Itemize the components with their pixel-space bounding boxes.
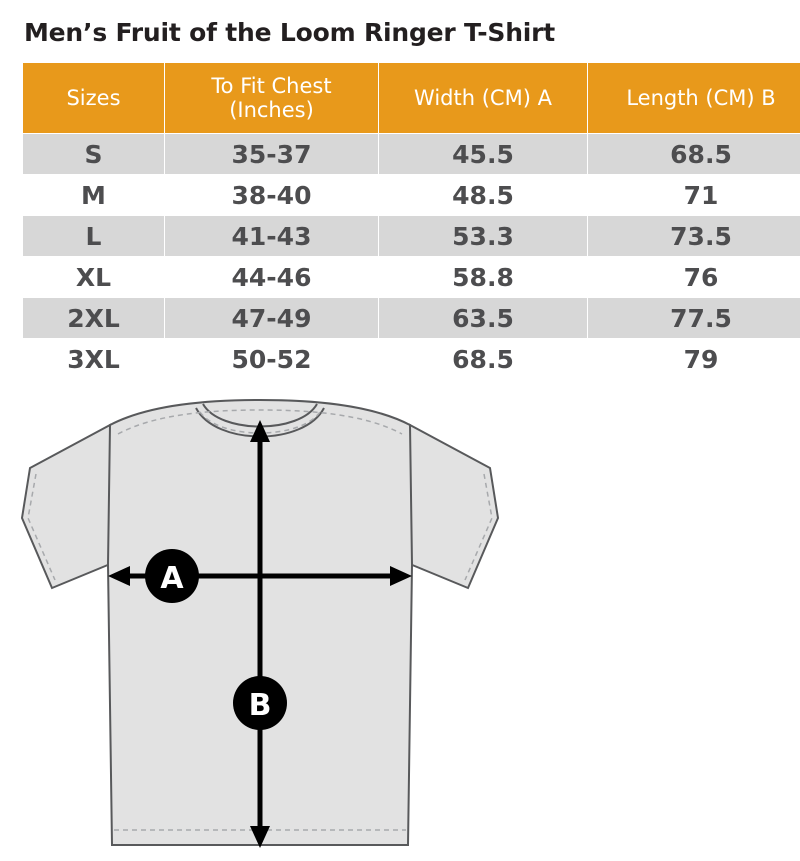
table-row xyxy=(23,339,800,380)
marker-a-label: A xyxy=(160,561,184,596)
cell-length: 77.5 xyxy=(588,298,800,339)
cell-length: 73.5 xyxy=(588,216,800,257)
table-row xyxy=(23,216,800,257)
cell-size: M xyxy=(23,175,165,216)
tshirt-diagram-svg xyxy=(0,390,800,857)
cell-chest: 47-49 xyxy=(165,298,379,339)
marker-b xyxy=(233,676,287,730)
cell-width: 48.5 xyxy=(379,175,588,216)
column-header-chest: To Fit Chest (Inches) xyxy=(165,63,379,134)
column-header-length: Length (CM) B xyxy=(588,63,800,134)
column-header-sizes: Sizes xyxy=(23,63,165,134)
cell-length: 68.5 xyxy=(588,134,800,175)
cell-chest: 44-46 xyxy=(165,257,379,298)
table-row xyxy=(23,257,800,298)
cell-chest: 35-37 xyxy=(165,134,379,175)
table-body xyxy=(23,134,800,380)
size-chart-table xyxy=(22,62,800,380)
cell-size: 2XL xyxy=(23,298,165,339)
cell-length: 71 xyxy=(588,175,800,216)
table-header xyxy=(23,63,800,134)
tshirt-measurement-diagram xyxy=(0,390,800,857)
cell-length: 79 xyxy=(588,339,800,380)
table-header-row xyxy=(23,63,800,134)
cell-width: 68.5 xyxy=(379,339,588,380)
cell-size: 3XL xyxy=(23,339,165,380)
cell-size: S xyxy=(23,134,165,175)
column-header-width: Width (CM) A xyxy=(379,63,588,134)
cell-chest: 41-43 xyxy=(165,216,379,257)
tshirt-right-sleeve xyxy=(405,425,498,588)
cell-size: L xyxy=(23,216,165,257)
cell-width: 45.5 xyxy=(379,134,588,175)
table-row xyxy=(23,175,800,216)
marker-b-label: B xyxy=(249,688,272,723)
tshirt-left-sleeve xyxy=(22,425,115,588)
cell-width: 53.3 xyxy=(379,216,588,257)
page-title: Men’s Fruit of the Loom Ringer T-Shirt xyxy=(24,18,555,47)
cell-length: 76 xyxy=(588,257,800,298)
marker-a xyxy=(145,549,199,603)
cell-chest: 38-40 xyxy=(165,175,379,216)
cell-chest: 50-52 xyxy=(165,339,379,380)
table-row xyxy=(23,298,800,339)
table-row xyxy=(23,134,800,175)
cell-width: 63.5 xyxy=(379,298,588,339)
cell-width: 58.8 xyxy=(379,257,588,298)
cell-size: XL xyxy=(23,257,165,298)
